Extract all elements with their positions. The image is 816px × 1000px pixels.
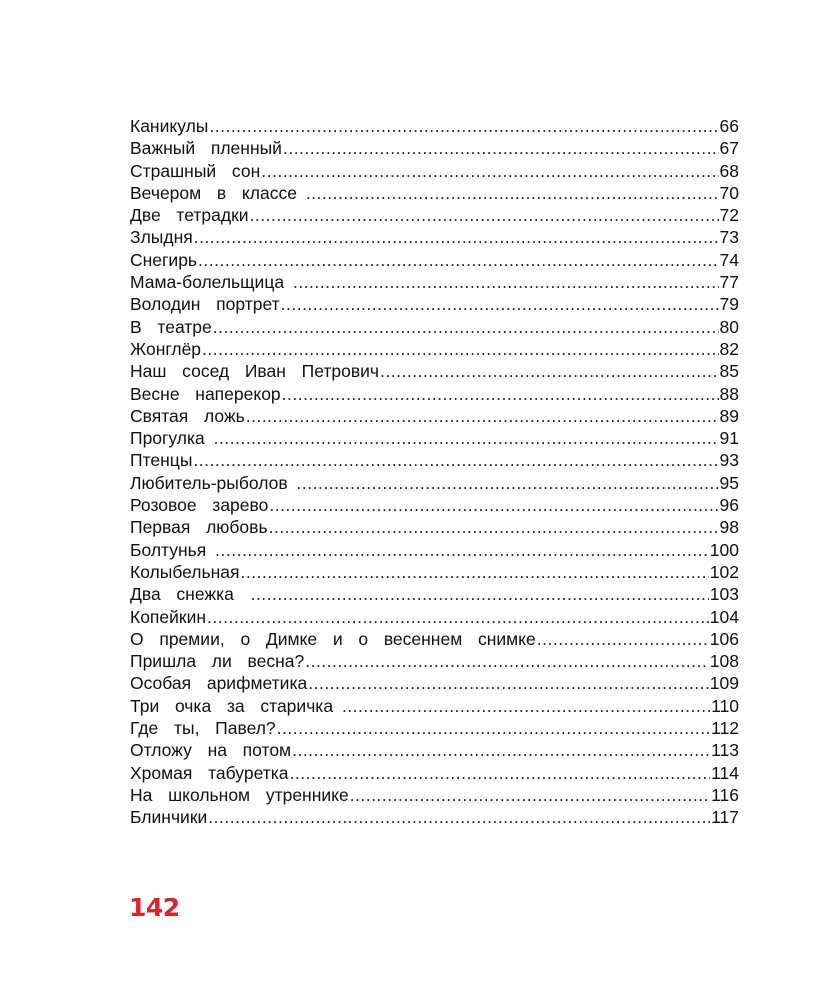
toc-entry-page: 117	[711, 807, 739, 828]
dot-leader	[281, 293, 719, 315]
toc-entry-title: Каникулы	[130, 116, 209, 136]
toc-entry-title: Жонглёр	[130, 338, 202, 359]
toc-entry[interactable]	[130, 115, 739, 137]
toc-entry[interactable]	[130, 271, 739, 293]
toc-entry[interactable]	[130, 583, 739, 605]
dot-leader	[380, 360, 718, 382]
toc-entry-title: Птенцы	[130, 450, 193, 471]
toc-entry-title: Отложу на потом	[130, 740, 292, 761]
dot-leader	[194, 226, 719, 248]
toc-entry-page: 113	[711, 740, 739, 761]
toc-entry-page: 103	[709, 584, 739, 605]
toc-entry-page: 79	[719, 294, 739, 315]
toc-entry[interactable]	[130, 472, 739, 494]
toc-entry-title: Снегирь	[130, 249, 198, 270]
toc-entry-page: 70	[719, 182, 739, 203]
toc-entry[interactable]	[130, 383, 739, 405]
dot-leader	[207, 606, 709, 628]
toc-entry[interactable]	[130, 204, 739, 226]
toc-entry[interactable]	[130, 249, 739, 271]
dot-leader	[208, 806, 710, 828]
toc-entry-page: 98	[719, 517, 739, 538]
toc-entry-title: О премии, о Димке и о весеннем снимке	[130, 628, 536, 649]
toc-entry[interactable]	[130, 137, 739, 159]
toc-entry-title: Хромая табуретка	[130, 762, 289, 783]
toc-entry[interactable]	[130, 695, 739, 717]
toc-entry-page: 106	[709, 628, 739, 649]
toc-entry[interactable]	[130, 316, 739, 338]
toc-entry-title: Мама-болельщица	[130, 272, 292, 293]
dot-leader	[261, 160, 718, 182]
toc-entry-title: Святая ложь	[130, 405, 245, 426]
dot-leader	[269, 494, 718, 516]
dot-leader	[350, 784, 710, 806]
toc-entry-title: Два снежка	[130, 584, 250, 605]
toc-entry[interactable]	[130, 672, 739, 694]
toc-entry-title: Володин портрет	[130, 294, 280, 315]
dot-leader	[308, 672, 709, 694]
dot-leader	[198, 249, 718, 271]
toc-entry-title: Розовое зарево	[130, 495, 269, 516]
toc-entry-title: Злыдня	[130, 227, 193, 248]
toc-entry-title: На школьном утреннике	[130, 784, 349, 805]
dot-leader	[293, 271, 719, 293]
toc-entry-page: 72	[719, 205, 739, 226]
toc-entry-page: 114	[711, 762, 739, 783]
dot-leader	[241, 561, 709, 583]
toc-entry-title: Блинчики	[130, 807, 208, 828]
toc-entry[interactable]	[130, 226, 739, 248]
dot-leader	[246, 405, 719, 427]
toc-entry[interactable]	[130, 449, 739, 471]
toc-entry-page: 85	[719, 361, 739, 382]
toc-entry-title: Первая любовь	[130, 517, 268, 538]
dot-leader	[214, 427, 719, 449]
toc-entry-page: 110	[711, 695, 739, 716]
toc-entry-title: Особая арифметика	[130, 673, 308, 694]
toc-entry-title: Важный пленный	[130, 138, 282, 159]
dot-leader	[342, 695, 710, 717]
toc-entry[interactable]	[130, 160, 739, 182]
toc-entry-title: Три очка за старичка	[130, 695, 341, 716]
toc-entry-title: Весне наперекор	[130, 383, 281, 404]
toc-entry-title: Колыбельная	[130, 561, 240, 582]
toc-entry-page: 77	[719, 272, 739, 293]
toc-entry-page: 73	[719, 227, 739, 248]
toc-entry-title: В театре	[130, 316, 212, 337]
dot-leader	[277, 717, 710, 739]
toc-entry-title: Наш сосед Иван Петрович	[130, 361, 380, 382]
dot-leader	[297, 472, 719, 494]
toc-entry[interactable]	[130, 762, 739, 784]
dot-leader	[283, 137, 719, 159]
toc-entry[interactable]	[130, 516, 739, 538]
dot-leader	[282, 383, 719, 405]
toc-entry-page: 112	[711, 718, 739, 739]
dot-leader	[213, 316, 719, 338]
toc-entry-page: 88	[719, 383, 739, 404]
toc-entry-title: Копейкин	[130, 606, 207, 627]
dot-leader	[202, 338, 718, 360]
dot-leader	[305, 650, 709, 672]
toc-entry[interactable]	[130, 561, 739, 583]
dot-leader	[292, 739, 710, 761]
toc-entry-page: 93	[719, 450, 739, 471]
toc-entry-title: Болтунья	[130, 539, 215, 560]
toc-entry[interactable]	[130, 606, 739, 628]
toc-entry-title: Где ты, Павел?	[130, 718, 276, 739]
toc-entry-page: 102	[709, 561, 739, 582]
toc-entry-page: 96	[719, 495, 739, 516]
toc-entry[interactable]	[130, 784, 739, 806]
toc-entry-page: 66	[719, 116, 739, 136]
toc-entry-page: 91	[719, 428, 739, 449]
toc-entry-title: Вечером в классе	[130, 182, 305, 203]
toc-entry-title: Страшный сон	[130, 160, 261, 181]
toc-entry[interactable]	[130, 427, 739, 449]
page-number: 142	[129, 893, 180, 922]
toc-entry-title: Пришла ли весна?	[130, 651, 305, 672]
dot-leader	[215, 539, 709, 561]
toc-entry[interactable]	[130, 539, 739, 561]
toc-entry-page: 104	[709, 606, 739, 627]
toc-entry[interactable]	[130, 338, 739, 360]
toc-entry[interactable]	[130, 806, 739, 828]
toc-entry[interactable]	[130, 717, 739, 739]
toc-entry[interactable]	[130, 494, 739, 516]
toc-entry[interactable]	[130, 293, 739, 315]
toc-entry-page: 108	[709, 651, 739, 672]
dot-leader	[306, 182, 719, 204]
dot-leader	[193, 449, 718, 471]
dot-leader	[251, 583, 709, 605]
toc-entry-page: 89	[719, 405, 739, 426]
dot-leader	[537, 628, 709, 650]
dot-leader	[209, 115, 718, 137]
toc-entry-page: 100	[709, 539, 739, 560]
toc-entry-title: Любитель-рыболов	[130, 472, 296, 493]
toc-entry[interactable]	[130, 739, 739, 761]
toc-entry-page: 95	[719, 472, 739, 493]
toc-entry-page: 80	[719, 316, 739, 337]
toc-entry[interactable]	[130, 405, 739, 427]
table-of-contents	[130, 115, 739, 829]
toc-entry-page: 82	[719, 338, 739, 359]
toc-entry-title: Прогулка	[130, 428, 213, 449]
toc-entry-page: 109	[709, 673, 739, 694]
toc-entry-page: 116	[711, 784, 739, 805]
dot-leader	[269, 516, 719, 538]
toc-entry-page: 74	[719, 249, 739, 270]
toc-entry[interactable]	[130, 650, 739, 672]
toc-entry-page: 67	[719, 138, 739, 159]
dot-leader	[250, 204, 719, 226]
toc-entry-title: Две тетрадки	[130, 205, 249, 226]
dot-leader	[290, 762, 711, 784]
toc-entry-page: 68	[719, 160, 739, 181]
toc-entry[interactable]	[130, 628, 739, 650]
toc-entry[interactable]	[130, 360, 739, 382]
toc-entry[interactable]	[130, 182, 739, 204]
